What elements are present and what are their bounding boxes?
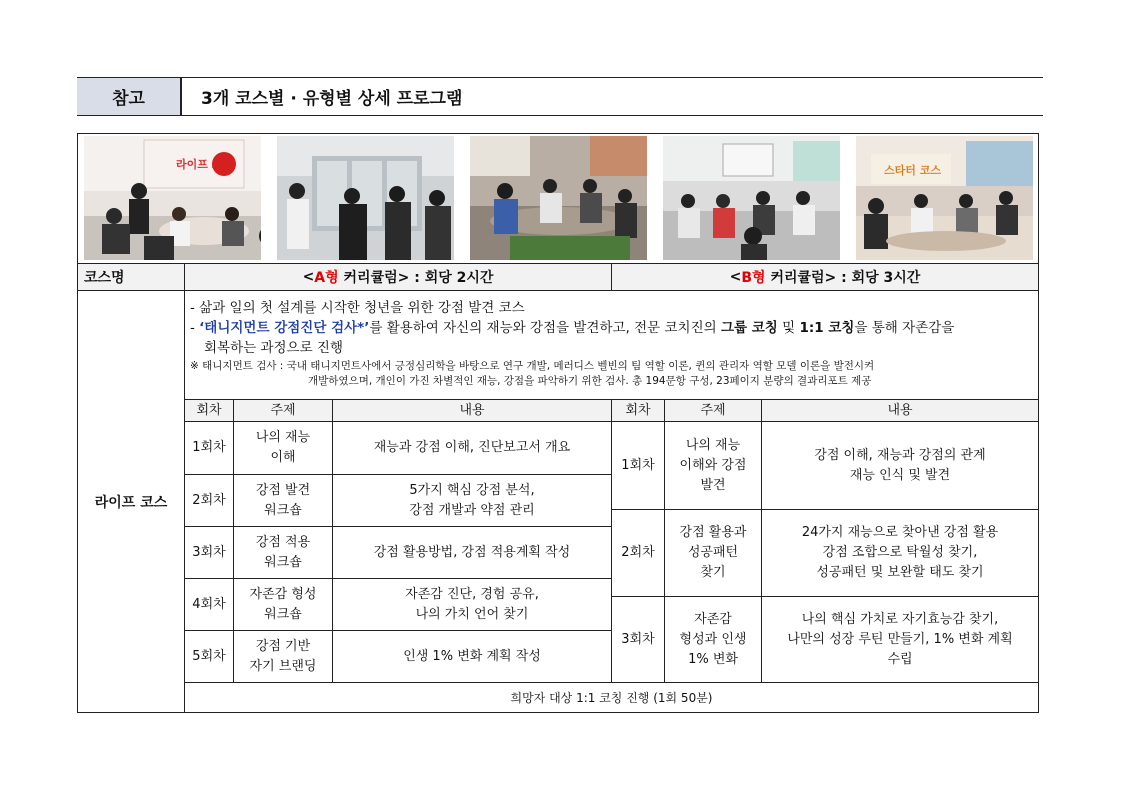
a-row-3-session: 3회차 (192, 544, 226, 560)
b-row-3-session: 3회차 (621, 631, 655, 647)
a-row-1-topic: 나의 재능 이해 (255, 430, 311, 465)
workshop-photo-1 (84, 136, 261, 260)
a-row-1-content: 재능과 강점 이해, 진단보고서 개요 (373, 440, 571, 455)
a-row-3-topic: 강점 적용 워크숍 (255, 534, 311, 570)
course-name-label: 코스명 (84, 270, 125, 286)
b-col-topic: 주제 (665, 400, 761, 421)
one-on-one-coaching: 1:1 코칭 (799, 320, 855, 336)
photo-strip (78, 134, 1038, 263)
workshop-photo-5 (856, 136, 1033, 260)
a-row-2-content: 5가지 핵심 강점 분석, 강점 개발과 약점 관리 (409, 482, 535, 518)
a-row-4-content: 자존감 진단, 경험 공유, 나의 가치 언어 찾기 (405, 586, 539, 622)
b-col-session: 회차 (612, 400, 664, 421)
b-row-1-session: 1회차 (621, 457, 655, 473)
page-title: 3개 코스별 · 유형별 상세 프로그램 (201, 89, 463, 109)
b-row-2-session: 2회차 (621, 545, 655, 560)
a-lt: < (302, 269, 315, 285)
b-row-3-content: 나의 핵심 가치로 자기효능감 찾기, 나만의 성장 루틴 만들기, 1% 변화 계획 수립 (787, 611, 1013, 667)
a-row-4-session: 4회차 (192, 596, 226, 612)
intro-line-2: - ‘태니지먼트 강점진단 검사*’를 활용하여 자신의 재능와 강점을 발견하고, 전문 코치진의 그룹 코칭 및 1:1 코칭을 통해 자존감을 (190, 320, 955, 336)
a-rest: 커리큘럼> : 회당 2시간 (338, 270, 494, 286)
workshop-photo-2 (277, 136, 454, 260)
b-row-2-content: 24가지 재능으로 찾아낸 강점 활용 강점 조합으로 탁월성 찾기, 성공패턴 및 보완할 태도 찾기 (801, 525, 999, 580)
photo-banner-1: 라이프 코스 (176, 158, 233, 171)
a-type: A형 (314, 270, 339, 286)
a-row-3-content: 강점 활용방법, 강점 적용계획 작성 (373, 544, 571, 560)
intro-line-1: - 삶과 일의 첫 설계를 시작한 청년을 위한 강점 발견 코스 (190, 300, 525, 316)
header-divider (180, 78, 182, 115)
b-curriculum-header (612, 264, 1038, 290)
intro-line-3: 회복하는 과정으로 진행 (204, 340, 343, 356)
b-row-2-topic: 강점 활용과 성공패턴 찾기 (679, 525, 747, 580)
b-row-3-topic: 자존감 형성과 인생 1% 변화 (679, 611, 747, 667)
workshop-photo-4 (663, 136, 840, 260)
section-header (77, 77, 1043, 116)
reference-label: 참고 (77, 78, 180, 115)
a-row-2-session: 2회차 (192, 492, 226, 508)
b-col-content: 내용 (762, 400, 1038, 421)
a-row-4-topic: 자존감 형성 워크숍 (249, 586, 317, 622)
b-type: B형 (741, 270, 766, 286)
intro-note-2: 개발하였으며, 개인이 가진 차별적인 재능, 강점을 파악하기 위한 검사. 총 194문항 구성, 23페이지 분량의 결과리포트 제공 (308, 375, 872, 387)
b-rest: 커리큘럼> : 회당 3시간 (765, 270, 921, 286)
a-row-5-topic: 강점 기반 자기 브랜딩 (249, 638, 317, 674)
course-header-row (78, 263, 1038, 291)
a-row-1-session: 1회차 (192, 440, 226, 455)
b-lt: < (729, 269, 742, 285)
tanagement-test: ‘태니지먼트 강점진단 검사*’ (199, 320, 370, 336)
course-title: 라이프 코스 (94, 494, 168, 511)
a-curriculum-header (185, 264, 611, 290)
a-col-session: 회차 (185, 400, 233, 421)
a-row-5-session: 5회차 (192, 648, 226, 664)
b-row-1-topic: 나의 재능 이해와 강점 발견 (679, 437, 747, 493)
b-row-1-content: 강점 이해, 재능과 강점의 관계 재능 인식 및 발견 (814, 447, 986, 483)
coaching-footer: 희망자 대상 1:1 코칭 진행 (1회 50분) (510, 691, 713, 705)
a-row-5-content: 인생 1% 변화 계획 작성 (403, 648, 541, 664)
course-intro (190, 298, 1035, 389)
a-col-content: 내용 (333, 400, 611, 421)
photo-banner-5: 스타터 코스 (884, 164, 941, 177)
intro-note-1: ※ 태니지먼트 검사 : 국내 태니지먼트사에서 긍정심리학을 바탕으로 연구 개발, 메러디스 벨빈의 팀 역할 이론, 퀸의 관리자 역할 모델 이론을 발전시켜 (190, 360, 875, 372)
program-table (77, 133, 1039, 713)
a-row-2-topic: 강점 발견 워크숍 (255, 482, 311, 518)
a-col-topic: 주제 (234, 400, 332, 421)
workshop-photo-3 (470, 136, 647, 260)
group-coaching: 그룹 코칭 (720, 320, 778, 336)
